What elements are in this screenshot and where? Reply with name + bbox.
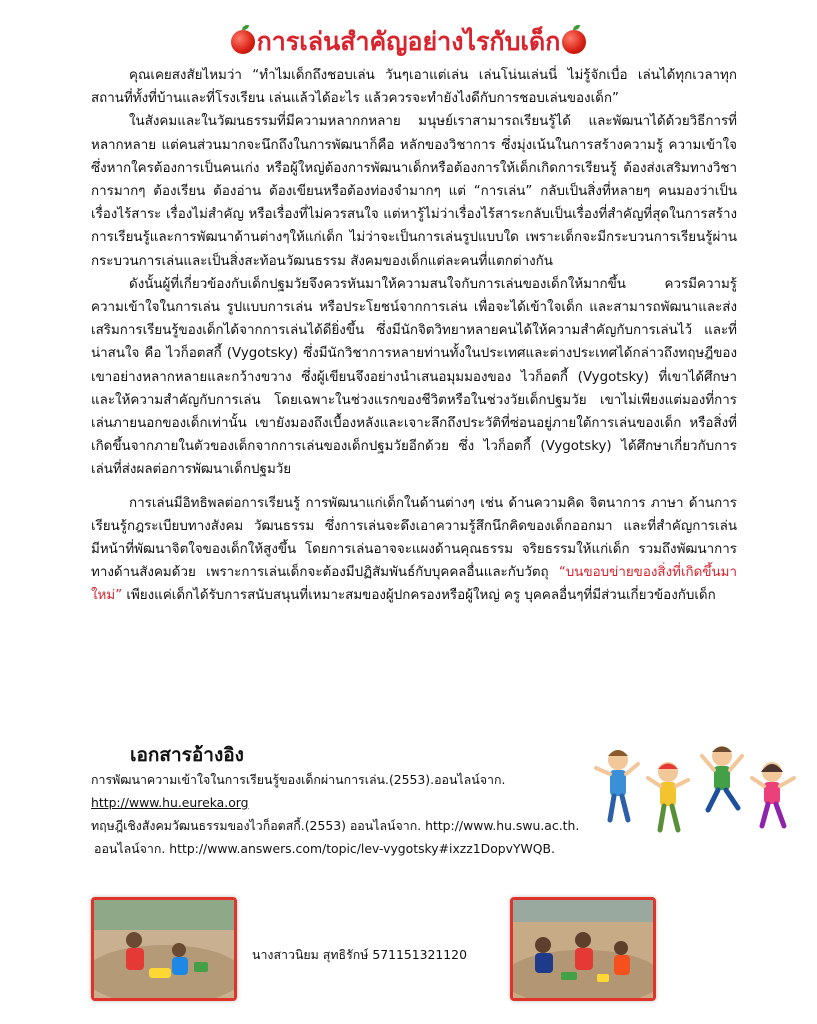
reference-1: การพัฒนาความเข้าใจในการเรียนรู้ของเด็กผ่านการเล่น.(2553).ออนไลน์จาก. http://www.hu.eureka.org	[91, 772, 506, 810]
references-list	[91, 768, 591, 860]
apple-icon	[231, 30, 255, 54]
references-heading: เอกสารอ้างอิง	[130, 744, 244, 766]
paragraph-1: คุณเคยสงสัยไหมว่า “ทำไมเด็กถึงชอบเล่น วันๆเอาแต่เล่น เล่นโน่นเล่นนี่ ไม่รู้จักเบื่อ เล่นได้ทุกเวลาทุกสถานที่ทั้งที่บ้านและที่โรงเรียน เล่นแล้วได้อะไร แล้วควรจะทำยังไงดีกับการชอบเล่นของเด็ก”	[91, 68, 737, 107]
paragraph-4	[91, 492, 737, 608]
sandbox-photo-left	[91, 897, 237, 1001]
kids-playing-illustration	[590, 738, 805, 838]
sandbox-photo-right	[510, 897, 656, 1001]
reference-3: ออนไลน์จาก. http://www.answers.com/topic/lev-vygotsky#ixzz1DopvYWQB.	[94, 841, 555, 856]
highlight-phrase: “บนขอบข่ายของสิ่งที่เกิดขึ้นมาใหม่”	[91, 565, 737, 604]
paragraph-2: ในสังคมและในวัฒนธรรมที่มีความหลากกหลาย มนุษย์เราสามารถเรียนรู้ได้ และพัฒนาได้ด้วยวิธีการที่หลากหลาย แต่คนส่วนมากจะนึกถึงในการพัฒนาก็คือ หลักของวิชาการ ซึ่งมุ่งเน้นในการสร้างความรู้ ความเข้าใจ ซึ่งหากใครต้องการเป็นคนเก่ง หรือผู้ใหญ่ต้องการพัฒนาเด็กหรือต้องการให้เด็กเกิดการเรียนรู้ ต้องส่งเสริมทางวิชาการมากๆ ต้องเรียน ต้องอ่าน ต้องเขียนหรือต้องท่องจำมากๆ แต่ “การเล่น” กลับเป็นสิ่งที่หลายๆ คนมองว่าเป็นเรื่องไร้สาระ เรื่องไม่สำคัญ หรือเรื่องที่ไม่ควรสนใจ แต่หารู้ไม่ว่าเรื่องไร้สาระกลับเป็นเรื่องที่สำคัญที่สุดในการสร้างการเรียนรู้และการพัฒนาด้านต่างๆให้แก่เด็ก ไม่ว่าจะเป็นการเล่นรูปแบบใด เพราะเด็กจะมีกระบวนการเรียนรู้ผ่านกระบวนการเล่นและเป็นสิ่งสะท้อนวัฒนธรรม สังคมของเด็กแต่ละคนที่แตกต่างกัน	[91, 114, 737, 269]
author-name: นางสาวนิยม สุทธิรักษ์ 571151321120	[252, 947, 467, 962]
paragraph-3: ดังนั้นผู้ที่เกี่ยวข้องกับเด็กปฐมวัยจึงควรหันมาให้ความสนใจกับการเล่นของเด็กให้มากขึ้น ควรมีความรู้ ความเข้าใจในการเล่น รูปแบบการเล่น หรือประโยชน์จากการเล่น เพื่อจะได้เข้าใจเด็ก และสามารถพัฒนาและส่งเสริมการเรียนรู้ของเด็กได้จากการเล่นได้ดียิ่งขึ้น ซึ่งมีนักจิตวิทยาหลายคนได้ให้ความสำคัญกับการเล่นไว้ และที่น่าสนใจ คือ ไวก็อตสกี้ (Vygotsky) ซึ่งมีนักวิชาการหลายท่านทั้งในประเทศและต่างประเทศได้กล่าวถึงทฤษฎีของเขาอย่างหลากหลายและกว้างขวาง ซึ่งผู้เขียนจึงอย่างนำเสนอมุมมองของ ไวก็อตกี้ (Vygotsky) ที่เขาได้ศึกษาและให้ความสำคัญกับการเล่น โดยเฉพาะในช่วงแรกของชีวิตหรือในช่วงวัยเด็กปฐมวัย เขาไม่เพียงแต่มองที่การเล่นภายนอกของเด็กเท่านั้น เขายังมองถึงเบื้องหลังและเจาะลึกถึงประวัติที่ซ่อนอยู่ภายใต้การเล่นของเด็ก หรือสิ่งที่เกิดขึ้นจากภายในตัวของเด็กจากการเล่นของเด็กปฐมวัยอีกด้วย ซึ่ง ไวก็อตกี้ (Vygotsky) ได้ศึกษาเกี่ยวกับการเล่นที่ส่งผลต่อการพัฒนาเด็กปฐมวัย	[91, 276, 737, 478]
article-body	[91, 64, 737, 608]
page-title-text: การเล่นสำคัญอย่างไรกับเด็ก	[256, 27, 561, 56]
paragraph-4-tail: เพียงแค่เด็กได้รับการสนับสนุนที่เหมาะสมของผู้ปกครองหรือผู้ใหญ่ ครู บุคคลอื่นๆที่มีส่วนเกี่ยวข้องกับเด็ก	[122, 588, 716, 604]
sandbox-photo	[94, 900, 234, 998]
apple-icon	[562, 30, 586, 54]
page-title	[0, 24, 817, 60]
paragraph-4-text: การเล่นมีอิทธิพลต่อการเรียนรู้ การพัฒนาแก่เด็กในด้านต่างๆ เช่น ด้านความคิด จิตนาการ ภาษา ด้านการเรียนรู้กฎระเบียบทางสังคม วัฒนธรรม ซึ่งการเล่นจะดึงเอาความรู้สึกนึกคิดของเด็กออกมา และที่สำคัญการเล่นมีหน้าที่พัฒนาจิตใจของเด็กให้สูงขึ้น โดยการเล่นอาจจะแผงด้านคุณธรรม จริยธรรมให้แก่เด็ก รวมถึงพัฒนาการทางด้านสังคมด้วย เพราะการเล่นเด็กจะต้องมีปฏิสัมพันธ์กับบุคคลอื่นและกับวัตถุ	[91, 495, 737, 581]
sandbox-photo	[513, 900, 653, 998]
reference-link[interactable]: http://www.hu.eureka.org	[91, 795, 249, 810]
reference-2: ทฤษฎีเชิงสังคมวัฒนธรรมของไวก็อตสกี้.(2553) ออนไลน์จาก. http://www.hu.swu.ac.th.	[91, 818, 580, 833]
